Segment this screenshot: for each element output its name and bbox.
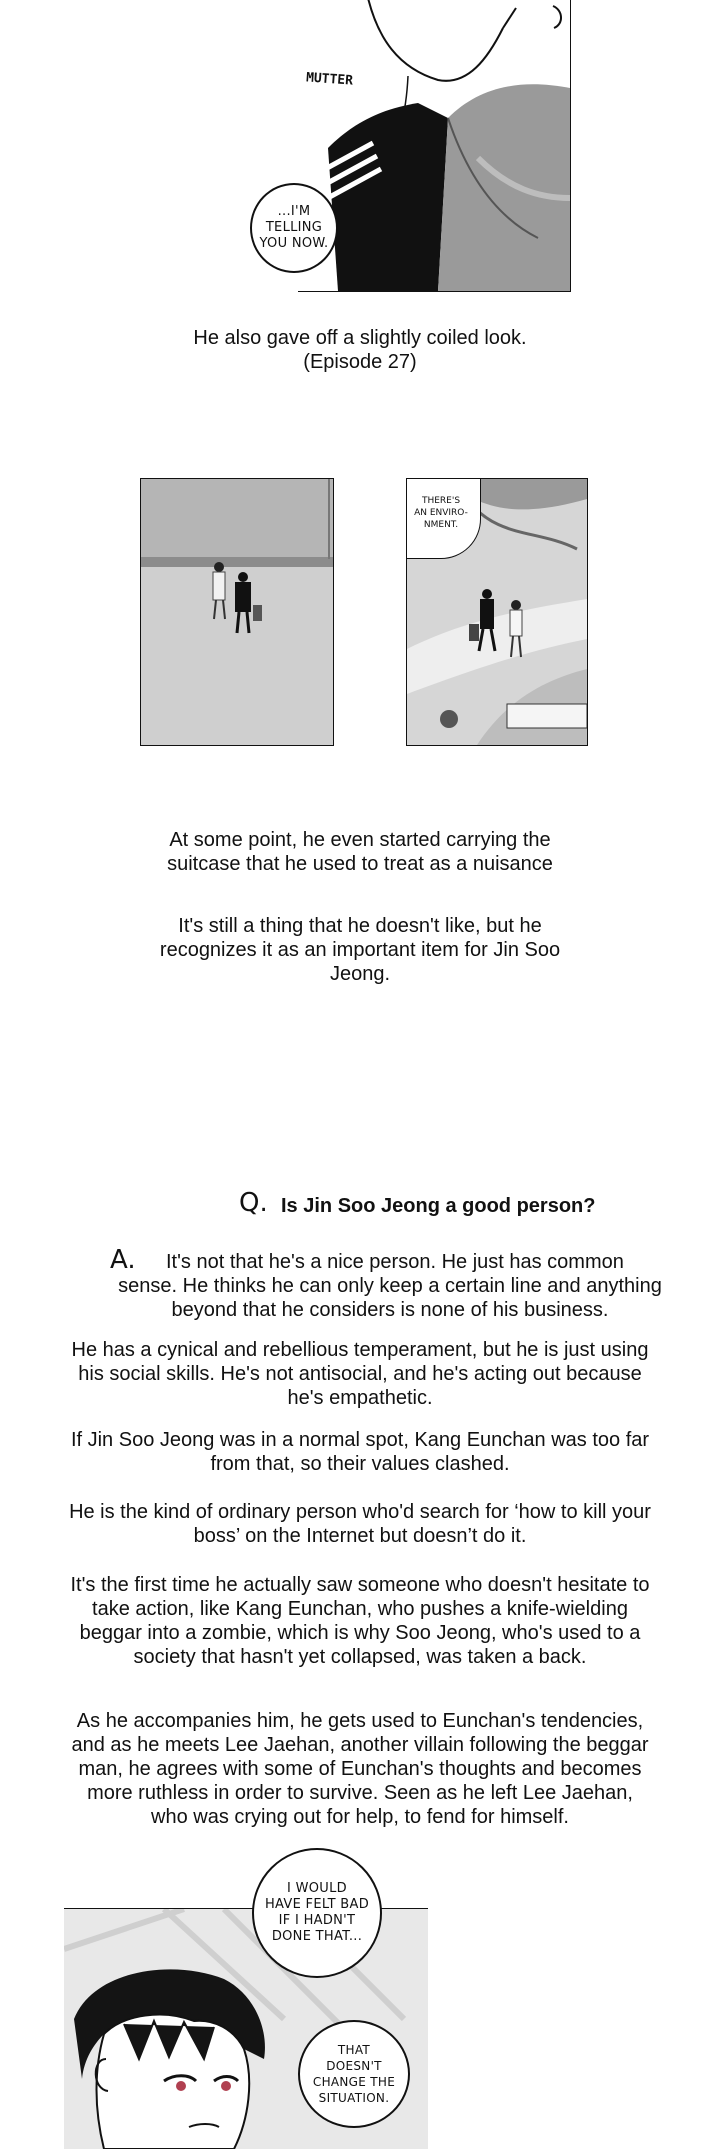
speech-bubble-felt-bad: I WOULD HAVE FELT BAD IF I HADN'T DONE THAT... bbox=[252, 1848, 382, 1978]
comic-panel-right bbox=[406, 478, 588, 746]
speech-bubble-situation: THAT DOESN'T CHANGE THE SITUATION. bbox=[298, 2020, 410, 2128]
paragraph-accompanies: As he accompanies him, he gets used to Eunchan's tendencies, and as he meets Lee Jaehan, another villain following the beggar man, he agrees with some of Eunchan's thoughts and becomes more ruthless in order to survive. Seen as he left Lee Jaehan, who was crying out for help, to fend for himself. bbox=[71, 1710, 649, 1828]
paragraph-ordinary-person: He is the kind of ordinary person who'd search for ‘how to kill your boss’ on the Internet but doesn’t do it. bbox=[69, 1501, 651, 1547]
caption-episode-27: He also gave off a slightly coiled look. (Episode 27) bbox=[193, 327, 527, 373]
question-text: Is Jin Soo Jeong a good person? bbox=[281, 1195, 596, 1217]
paragraph-first-time: It's the first time he actually saw someone who doesn't hesitate to take action, like Kang Eunchan, who pushes a knife-wielding beggar into a zombie, which is why Soo Jeong, who's used to a society that hasn't yet collapsed, was taken a back. bbox=[70, 1574, 650, 1668]
speech-bubble-top: ...I'M TELLING YOU NOW. bbox=[250, 183, 338, 273]
answer-rest: sense. He thinks he can only keep a certain line and anything beyond that he considers is none of his business. bbox=[118, 1275, 662, 1321]
panel-top-artwork bbox=[298, 0, 570, 291]
panel-left-artwork bbox=[141, 479, 333, 745]
paragraph-temperament: He has a cynical and rebellious temperament, but he is just using his social skills. He's not antisocial, and he's acting out because he's empathetic. bbox=[71, 1339, 649, 1409]
comic-panel-top bbox=[298, 0, 571, 292]
paragraph-values-clashed: If Jin Soo Jeong was in a normal spot, Kang Eunchan was too far from that, so their values clashed. bbox=[70, 1429, 650, 1475]
answer-first-line: It's not that he's a nice person. He just has common bbox=[166, 1251, 624, 1273]
paragraph-suitcase-1: At some point, he even started carrying the suitcase that he used to treat as a nuisance bbox=[167, 829, 553, 875]
paragraph-suitcase-2: It's still a thing that he doesn't like, but he recognizes it as an important item for Jin Soo Jeong. bbox=[159, 915, 561, 985]
speech-bubble-environment-text: THERE'S AN ENVIRO- NMENT. bbox=[414, 496, 468, 530]
sfx-mutter: MUTTER bbox=[305, 70, 354, 89]
answer-marker: A. bbox=[110, 1245, 136, 1275]
question-marker: Q. bbox=[239, 1188, 268, 1218]
comic-panel-left bbox=[140, 478, 334, 746]
